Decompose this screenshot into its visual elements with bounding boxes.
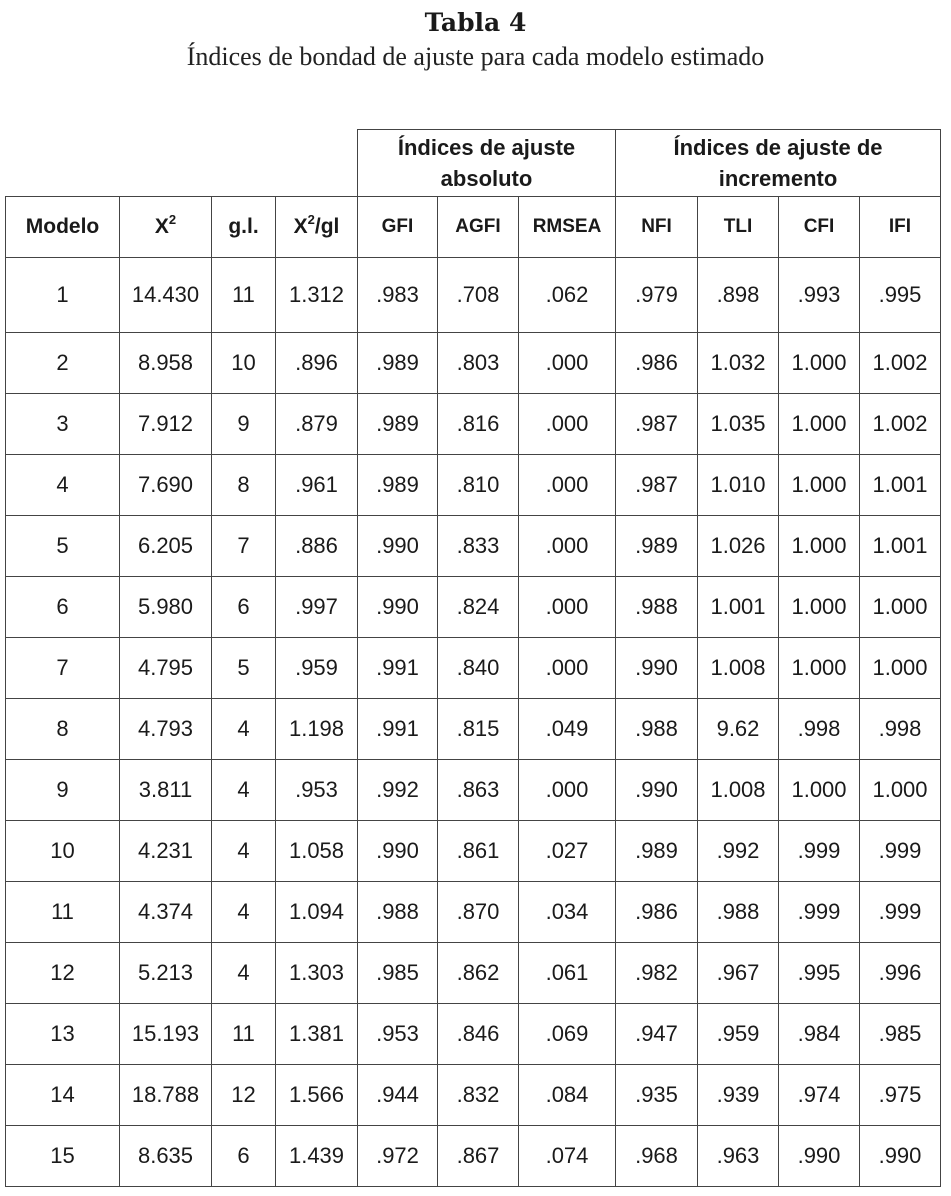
cell-nfi: .988 [616, 699, 698, 760]
cell-chi2gl: .879 [276, 394, 358, 455]
cell-gl: 10 [212, 333, 276, 394]
cell-agfi: .810 [438, 455, 519, 516]
cell-nfi: .990 [616, 760, 698, 821]
col-header-nfi: NFI [616, 197, 698, 258]
cell-gl: 4 [212, 821, 276, 882]
cell-agfi: .824 [438, 577, 519, 638]
cell-tli: .898 [698, 258, 779, 333]
table-row [6, 516, 941, 577]
cell-chi2: 14.430 [120, 258, 212, 333]
cell-agfi: .815 [438, 699, 519, 760]
cell-gfi: .953 [358, 1004, 438, 1065]
cell-modelo: 3 [6, 394, 120, 455]
cell-chi2gl: 1.058 [276, 821, 358, 882]
cell-tli: .959 [698, 1004, 779, 1065]
cell-cfi: 1.000 [779, 577, 860, 638]
cell-tli: .988 [698, 882, 779, 943]
cell-gfi: .985 [358, 943, 438, 1004]
cell-modelo: 5 [6, 516, 120, 577]
cell-gl: 8 [212, 455, 276, 516]
table-row [6, 1065, 941, 1126]
cell-tli: 1.010 [698, 455, 779, 516]
cell-gfi: .990 [358, 577, 438, 638]
col-header-chi2-gl [276, 197, 358, 258]
cell-chi2gl: .997 [276, 577, 358, 638]
cell-modelo: 2 [6, 333, 120, 394]
cell-modelo: 7 [6, 638, 120, 699]
col-header-tli: TLI [698, 197, 779, 258]
cell-tli: 1.008 [698, 638, 779, 699]
cell-modelo: 11 [6, 882, 120, 943]
cell-gfi: .991 [358, 638, 438, 699]
chi2gl-symbol: X [293, 215, 308, 238]
cell-agfi: .862 [438, 943, 519, 1004]
cell-cfi: .993 [779, 258, 860, 333]
cell-chi2: 5.980 [120, 577, 212, 638]
cell-modelo: 10 [6, 821, 120, 882]
chi2-symbol: X [154, 215, 169, 238]
cell-agfi: .840 [438, 638, 519, 699]
cell-gl: 11 [212, 1004, 276, 1065]
cell-cfi: 1.000 [779, 333, 860, 394]
table-row [6, 760, 941, 821]
cell-ifi: 1.000 [860, 760, 941, 821]
cell-ifi: .995 [860, 258, 941, 333]
cell-gfi: .992 [358, 760, 438, 821]
cell-gl: 9 [212, 394, 276, 455]
cell-gl: 4 [212, 882, 276, 943]
cell-rmsea: .049 [519, 699, 616, 760]
cell-gfi: .989 [358, 394, 438, 455]
cell-rmsea: .000 [519, 516, 616, 577]
col-header-rmsea: RMSEA [519, 197, 616, 258]
cell-chi2: 5.213 [120, 943, 212, 1004]
cell-gl: 5 [212, 638, 276, 699]
cell-rmsea: .034 [519, 882, 616, 943]
cell-tli: 1.026 [698, 516, 779, 577]
cell-gl: 6 [212, 577, 276, 638]
cell-tli: 9.62 [698, 699, 779, 760]
cell-chi2: 15.193 [120, 1004, 212, 1065]
cell-gl: 4 [212, 943, 276, 1004]
cell-chi2gl: 1.381 [276, 1004, 358, 1065]
cell-gl: 4 [212, 760, 276, 821]
cell-gl: 6 [212, 1126, 276, 1187]
cell-chi2gl: 1.303 [276, 943, 358, 1004]
cell-nfi: .968 [616, 1126, 698, 1187]
cell-agfi: .816 [438, 394, 519, 455]
cell-gfi: .944 [358, 1065, 438, 1126]
cell-ifi: 1.001 [860, 516, 941, 577]
cell-nfi: .988 [616, 577, 698, 638]
cell-gl: 7 [212, 516, 276, 577]
cell-nfi: .982 [616, 943, 698, 1004]
cell-nfi: .989 [616, 821, 698, 882]
chi2gl-tail: /gl [314, 215, 340, 238]
cell-chi2gl: 1.094 [276, 882, 358, 943]
cell-chi2gl: .896 [276, 333, 358, 394]
cell-nfi: .986 [616, 333, 698, 394]
cell-chi2: 7.690 [120, 455, 212, 516]
table-row [6, 577, 941, 638]
cell-rmsea: .069 [519, 1004, 616, 1065]
cell-cfi: 1.000 [779, 394, 860, 455]
cell-tli: 1.001 [698, 577, 779, 638]
cell-gfi: .988 [358, 882, 438, 943]
cell-nfi: .987 [616, 455, 698, 516]
cell-modelo: 6 [6, 577, 120, 638]
cell-tli: .963 [698, 1126, 779, 1187]
table-row [6, 333, 941, 394]
cell-chi2gl: 1.312 [276, 258, 358, 333]
cell-nfi: .935 [616, 1065, 698, 1126]
cell-chi2: 6.205 [120, 516, 212, 577]
table-body [6, 258, 941, 1187]
cell-rmsea: .084 [519, 1065, 616, 1126]
cell-gfi: .972 [358, 1126, 438, 1187]
table-row [6, 638, 941, 699]
table-title: Tabla 4 [424, 8, 527, 37]
table-row [6, 1004, 941, 1065]
cell-chi2: 7.912 [120, 394, 212, 455]
col-header-agfi: AGFI [438, 197, 519, 258]
cell-nfi: .947 [616, 1004, 698, 1065]
cell-cfi: 1.000 [779, 638, 860, 699]
cell-rmsea: .000 [519, 394, 616, 455]
col-header-gfi: GFI [358, 197, 438, 258]
cell-chi2gl: .959 [276, 638, 358, 699]
table-row [6, 455, 941, 516]
cell-cfi: 1.000 [779, 760, 860, 821]
cell-chi2gl: 1.566 [276, 1065, 358, 1126]
cell-chi2gl: .961 [276, 455, 358, 516]
cell-chi2: 4.231 [120, 821, 212, 882]
cell-gl: 12 [212, 1065, 276, 1126]
cell-ifi: .990 [860, 1126, 941, 1187]
table-row [6, 821, 941, 882]
cell-nfi: .979 [616, 258, 698, 333]
cell-ifi: .985 [860, 1004, 941, 1065]
cell-modelo: 15 [6, 1126, 120, 1187]
cell-gfi: .991 [358, 699, 438, 760]
cell-rmsea: .000 [519, 760, 616, 821]
cell-cfi: .974 [779, 1065, 860, 1126]
cell-cfi: .999 [779, 821, 860, 882]
cell-modelo: 8 [6, 699, 120, 760]
cell-modelo: 12 [6, 943, 120, 1004]
cell-chi2: 3.811 [120, 760, 212, 821]
group-header-row [6, 130, 941, 197]
cell-agfi: .708 [438, 258, 519, 333]
chi2-superscript: 2 [168, 212, 177, 227]
cell-ifi: .998 [860, 699, 941, 760]
cell-rmsea: .000 [519, 455, 616, 516]
cell-agfi: .863 [438, 760, 519, 821]
cell-tli: 1.032 [698, 333, 779, 394]
cell-chi2: 4.793 [120, 699, 212, 760]
cell-modelo: 14 [6, 1065, 120, 1126]
cell-chi2gl: .886 [276, 516, 358, 577]
cell-agfi: .832 [438, 1065, 519, 1126]
cell-cfi: .999 [779, 882, 860, 943]
cell-modelo: 4 [6, 455, 120, 516]
cell-ifi: .999 [860, 821, 941, 882]
cell-ifi: 1.002 [860, 333, 941, 394]
cell-tli: .939 [698, 1065, 779, 1126]
cell-ifi: 1.000 [860, 577, 941, 638]
table-row [6, 699, 941, 760]
col-header-modelo: Modelo [6, 197, 120, 258]
cell-chi2gl: .953 [276, 760, 358, 821]
blank-corner [6, 130, 358, 197]
cell-chi2: 18.788 [120, 1065, 212, 1126]
cell-nfi: .989 [616, 516, 698, 577]
table-row [6, 258, 941, 333]
cell-gfi: .990 [358, 516, 438, 577]
cell-gl: 4 [212, 699, 276, 760]
cell-tli: 1.008 [698, 760, 779, 821]
cell-agfi: .803 [438, 333, 519, 394]
table-row [6, 882, 941, 943]
cell-cfi: .984 [779, 1004, 860, 1065]
cell-ifi: .975 [860, 1065, 941, 1126]
cell-agfi: .861 [438, 821, 519, 882]
cell-tli: 1.035 [698, 394, 779, 455]
cell-rmsea: .061 [519, 943, 616, 1004]
cell-cfi: .995 [779, 943, 860, 1004]
cell-nfi: .987 [616, 394, 698, 455]
cell-gfi: .990 [358, 821, 438, 882]
cell-rmsea: .000 [519, 333, 616, 394]
cell-cfi: .990 [779, 1126, 860, 1187]
cell-rmsea: .027 [519, 821, 616, 882]
cell-cfi: 1.000 [779, 516, 860, 577]
table-row [6, 943, 941, 1004]
cell-chi2gl: 1.198 [276, 699, 358, 760]
cell-agfi: .833 [438, 516, 519, 577]
cell-chi2: 4.795 [120, 638, 212, 699]
col-header-chi2 [120, 197, 212, 258]
cell-cfi: 1.000 [779, 455, 860, 516]
cell-ifi: 1.001 [860, 455, 941, 516]
col-header-ifi: IFI [860, 197, 941, 258]
table-row [6, 394, 941, 455]
cell-gfi: .983 [358, 258, 438, 333]
column-header-row [6, 197, 941, 258]
col-header-cfi: CFI [779, 197, 860, 258]
cell-gfi: .989 [358, 333, 438, 394]
cell-modelo: 13 [6, 1004, 120, 1065]
cell-chi2: 8.958 [120, 333, 212, 394]
cell-ifi: 1.000 [860, 638, 941, 699]
group-header-incremental: Índices de ajuste de incremento [616, 130, 941, 197]
cell-ifi: 1.002 [860, 394, 941, 455]
cell-cfi: .998 [779, 699, 860, 760]
cell-rmsea: .000 [519, 577, 616, 638]
cell-nfi: .990 [616, 638, 698, 699]
cell-ifi: .999 [860, 882, 941, 943]
chi2gl-superscript: 2 [307, 212, 315, 227]
cell-chi2gl: 1.439 [276, 1126, 358, 1187]
cell-agfi: .846 [438, 1004, 519, 1065]
cell-gl: 11 [212, 258, 276, 333]
cell-modelo: 9 [6, 760, 120, 821]
cell-tli: .992 [698, 821, 779, 882]
cell-chi2: 8.635 [120, 1126, 212, 1187]
group-header-absolute: Índices de ajuste absoluto [358, 130, 616, 197]
cell-chi2: 4.374 [120, 882, 212, 943]
table-row [6, 1126, 941, 1187]
cell-nfi: .986 [616, 882, 698, 943]
cell-tli: .967 [698, 943, 779, 1004]
cell-gfi: .989 [358, 455, 438, 516]
cell-rmsea: .062 [519, 258, 616, 333]
table-subtitle: Índices de bondad de ajuste para cada modelo estimado [186, 42, 765, 71]
cell-modelo: 1 [6, 258, 120, 333]
cell-rmsea: .074 [519, 1126, 616, 1187]
fit-indices-table [5, 129, 941, 1187]
col-header-gl: g.l. [212, 197, 276, 258]
cell-agfi: .870 [438, 882, 519, 943]
cell-rmsea: .000 [519, 638, 616, 699]
cell-agfi: .867 [438, 1126, 519, 1187]
cell-ifi: .996 [860, 943, 941, 1004]
